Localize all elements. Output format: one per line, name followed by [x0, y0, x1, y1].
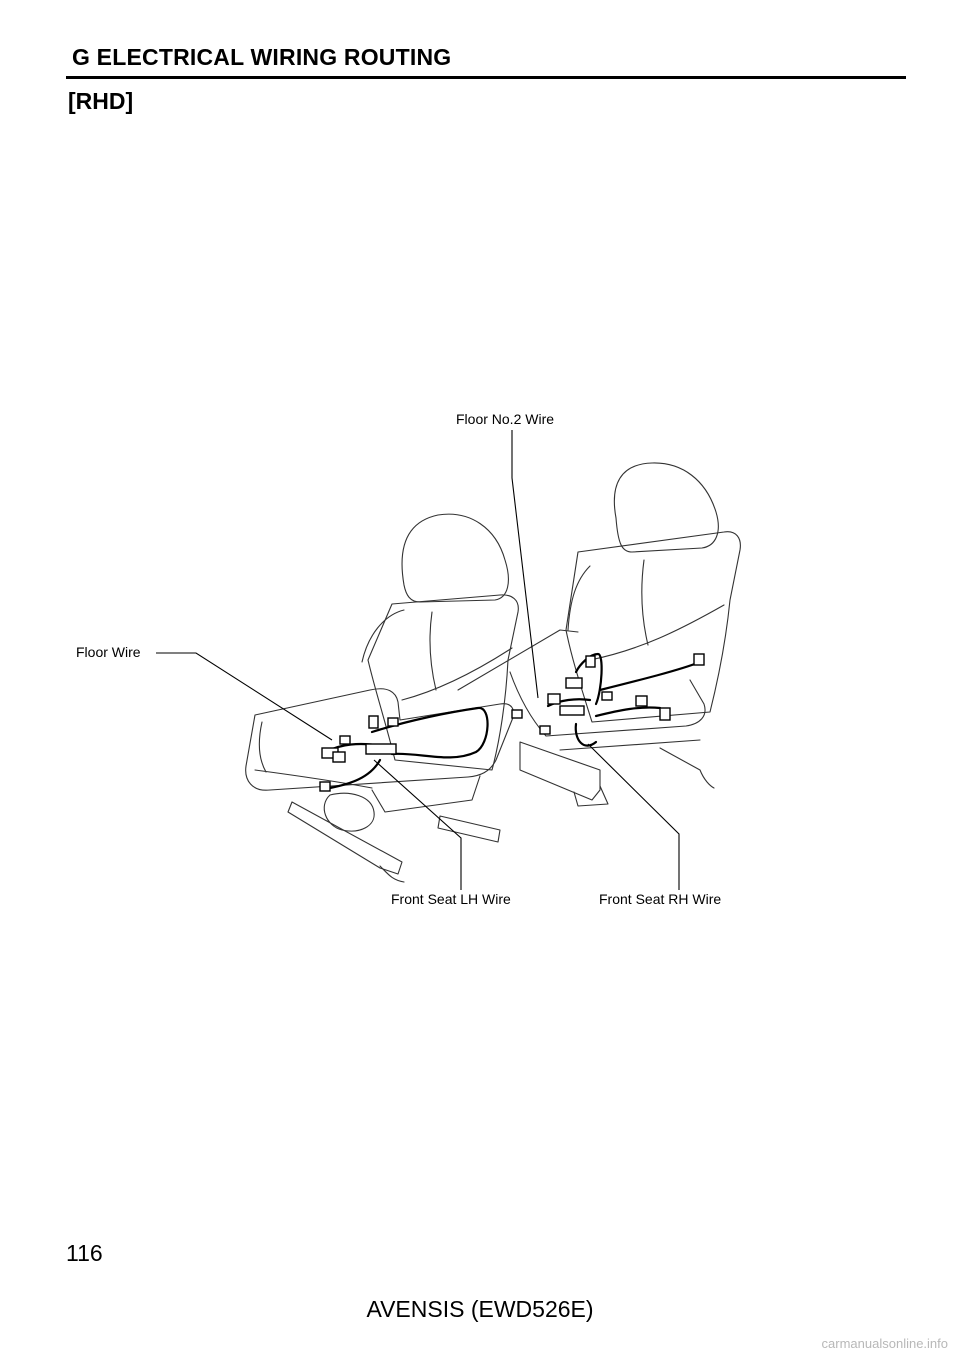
label-front-seat-rh-wire: Front Seat RH Wire [599, 891, 722, 907]
label-floor-no2-wire: Floor No.2 Wire [456, 411, 555, 427]
label-floor-wire: Floor Wire [76, 644, 141, 660]
page-number: 116 [66, 1240, 103, 1266]
model-code: AVENSIS (EWD526E) [366, 1296, 594, 1322]
variant-label: [RHD] [68, 88, 134, 114]
section-title: G ELECTRICAL WIRING ROUTING [72, 44, 452, 70]
label-front-seat-lh-wire: Front Seat LH Wire [391, 891, 511, 907]
watermark: carmanualsonline.info [821, 1336, 948, 1351]
